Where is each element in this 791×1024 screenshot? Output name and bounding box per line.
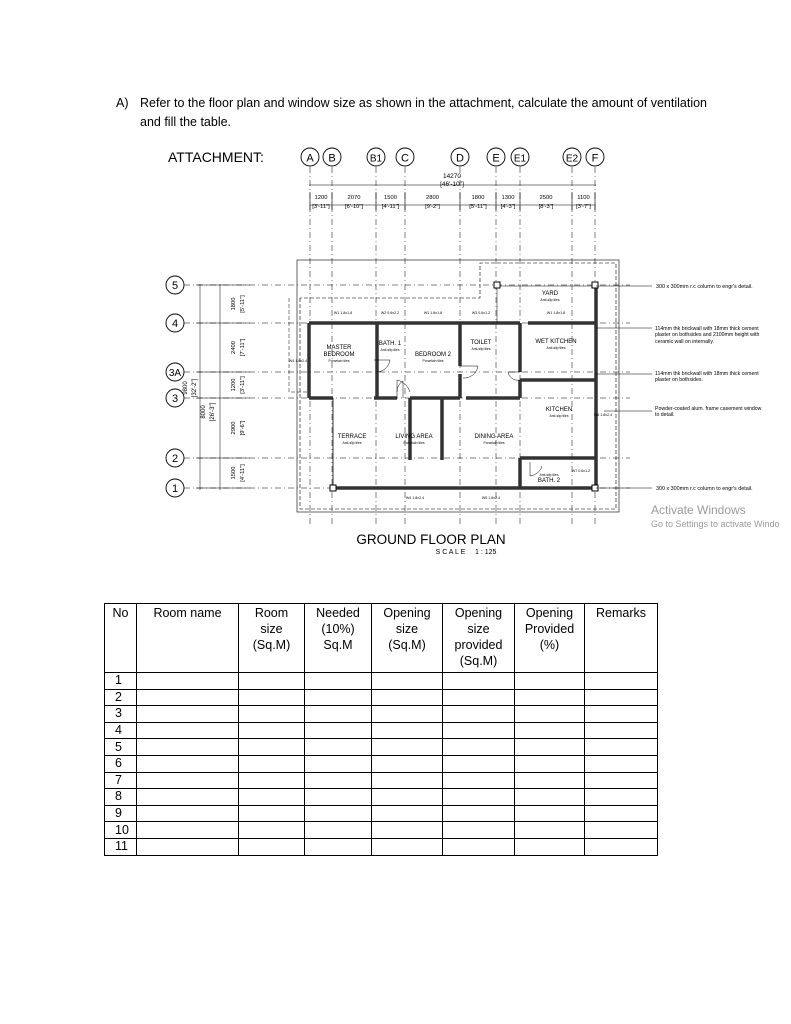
table-cell[interactable] — [372, 706, 443, 723]
table-header-text: Opening — [383, 606, 431, 620]
table-header-cell — [443, 604, 515, 673]
row-number: 8 — [105, 789, 137, 806]
table-cell[interactable] — [585, 789, 658, 806]
plan-scale: S C A L E 1 : 125 — [435, 549, 497, 556]
row-number: 6 — [105, 755, 137, 772]
grid-column-bubble — [511, 148, 529, 166]
watermark-line-1: Activate Windows — [651, 503, 746, 517]
grid-column-bubbles — [301, 148, 604, 166]
table-cell[interactable] — [585, 838, 658, 855]
grid-column-bubble — [586, 148, 604, 166]
table-cell[interactable] — [305, 706, 372, 723]
grid-row-bubble — [166, 389, 184, 407]
table-cell[interactable] — [305, 838, 372, 855]
table-cell[interactable] — [239, 822, 305, 839]
room-name: KITCHEN — [545, 407, 573, 413]
table-cell[interactable] — [443, 822, 515, 839]
table-cell[interactable] — [305, 722, 372, 739]
column-dimension-mm: 1200 — [314, 195, 328, 201]
room-name: BEDROOM 2 — [414, 352, 452, 358]
table-header-text: Provided — [524, 622, 575, 636]
table-cell[interactable] — [443, 838, 515, 855]
roof-overhang — [289, 298, 309, 392]
table-header-text: provided — [454, 638, 503, 652]
table-cell[interactable] — [443, 789, 515, 806]
column-dimension-mm: 2800 — [426, 195, 439, 201]
table-header-cell — [137, 604, 239, 673]
row-dimension-ft: [9'-6"] — [240, 420, 246, 436]
table-header-text: (%) — [539, 638, 560, 652]
ventilation-table — [104, 603, 658, 856]
grid-column-label: A — [306, 152, 314, 165]
room-labels — [323, 291, 576, 484]
table-cell[interactable] — [443, 706, 515, 723]
grid-row-bubble — [166, 314, 184, 332]
table-header-text: Remarks — [595, 606, 646, 620]
grid-column-label: F — [591, 152, 599, 165]
table-header-text: No — [112, 606, 129, 620]
note: 300 x 300mm r.c column to engr's detail. — [656, 486, 753, 492]
table-header-cell — [105, 604, 137, 673]
table-row — [105, 706, 658, 723]
grid-column-label: C — [401, 152, 409, 165]
note: 300 x 300mm r.c column to engr's detail. — [656, 284, 753, 290]
row-dimension-ft: [7'-11"] — [240, 338, 246, 357]
question-text: Refer to the floor plan and window size as shown in the attachment, calculate the amount of ventilation and fill the table. — [140, 96, 707, 129]
table-cell[interactable] — [372, 789, 443, 806]
grid-row-label: 3A — [168, 368, 182, 379]
column-dimension-mm: 1100 — [577, 195, 590, 201]
table-row — [105, 838, 658, 855]
grid-row-bubble — [166, 449, 184, 467]
row-dimension-mm: 1500 — [231, 466, 237, 480]
grid-column-bubble — [487, 148, 505, 166]
watermark-line-2: Go to Settings to activate Windo — [651, 519, 780, 529]
table-cell[interactable] — [372, 673, 443, 690]
attachment-label: ATTACHMENT: — [168, 149, 264, 165]
room-name: YARD — [541, 291, 559, 297]
grid-column-bubble — [323, 148, 341, 166]
grid-column-bubble — [451, 148, 469, 166]
table-cell[interactable] — [239, 755, 305, 772]
window-tag: W2 0.6x2.2 — [380, 311, 400, 315]
table-cell[interactable] — [515, 673, 585, 690]
grid-column-bubble — [396, 148, 414, 166]
room-name: LIVING AREA — [395, 434, 433, 440]
rc-column — [494, 282, 500, 288]
window-tag: W6 1.8x2.4 — [593, 413, 613, 417]
grid-column-label: B1 — [369, 153, 383, 165]
overall-height-b: [26'-3"] — [210, 402, 216, 422]
table-header-text: size — [260, 622, 283, 636]
table-cell[interactable] — [515, 689, 585, 706]
table-cell[interactable] — [137, 722, 239, 739]
table-cell[interactable] — [443, 805, 515, 822]
room-name: MASTER — [326, 345, 352, 351]
window-tag: W1 1.8x1.8 — [333, 311, 353, 315]
table-cell[interactable] — [239, 689, 305, 706]
table-header-cell — [585, 604, 658, 673]
table-cell[interactable] — [305, 805, 372, 822]
table-cell[interactable] — [372, 755, 443, 772]
row-number: 4 — [105, 722, 137, 739]
row-number: 11 — [105, 838, 137, 855]
row-dimension-ft: [3'-11"] — [240, 376, 246, 394]
table-header-text: (10%) — [321, 622, 355, 636]
table-cell[interactable] — [137, 772, 239, 789]
room-finish: Anti-slip tiles — [546, 346, 566, 350]
table-row — [105, 822, 658, 839]
door-swings — [374, 360, 542, 476]
table-header-text: Opening — [525, 606, 574, 620]
row-number: 1 — [105, 673, 137, 690]
table-cell[interactable] — [137, 706, 239, 723]
table-cell[interactable] — [137, 789, 239, 806]
grid-row-bubbles — [166, 276, 184, 497]
table-cell[interactable] — [515, 739, 585, 756]
table-cell[interactable] — [239, 739, 305, 756]
table-header-text: Sq.M — [323, 638, 353, 652]
row-number: 9 — [105, 805, 137, 822]
column-dimension-ft: [4'-11"] — [381, 204, 400, 210]
room-finish: Anti-slip tiles — [539, 473, 559, 477]
table-header-text: Room name — [153, 606, 222, 620]
table-cell[interactable] — [372, 739, 443, 756]
table-cell[interactable] — [305, 755, 372, 772]
rc-column — [330, 485, 336, 491]
table-row — [105, 805, 658, 822]
grid-column-label: E — [492, 152, 500, 165]
overall-height-d: [32'-2"] — [192, 378, 198, 398]
column-dimension-mm: 2070 — [347, 195, 361, 201]
row-number: 2 — [105, 689, 137, 706]
table-cell[interactable] — [305, 822, 372, 839]
table-cell[interactable] — [137, 689, 239, 706]
table-cell[interactable] — [137, 673, 239, 690]
column-dimension-mm: 2500 — [539, 195, 553, 201]
table-cell[interactable] — [239, 789, 305, 806]
column-dimension-mm: 1500 — [384, 195, 397, 201]
notes — [593, 284, 775, 492]
grid-column-label: E1 — [513, 153, 527, 165]
table-header-text: Needed — [316, 606, 360, 620]
column-dimension-ft: [3'-11"] — [312, 204, 330, 210]
room-finish: Porcelain tiles — [483, 441, 505, 445]
grid-row-label: 4 — [171, 318, 179, 330]
window-tag: W1 1.8x1.8 — [546, 311, 566, 315]
table-cell[interactable] — [372, 689, 443, 706]
table-cell[interactable] — [372, 838, 443, 855]
grid-row-bubble — [166, 363, 184, 381]
row-number: 3 — [105, 706, 137, 723]
activate-windows-watermark — [651, 503, 780, 529]
note: 114mm thk brickwall with 18mm thick cement plaster on bothsides. — [655, 371, 759, 384]
table-row — [105, 689, 658, 706]
column-dimension-ft: [5'-11"] — [469, 204, 487, 210]
window-tag: W4 1.8x2.4 — [288, 359, 308, 363]
table-cell[interactable] — [585, 822, 658, 839]
table-header-text: (Sq.M) — [252, 638, 291, 652]
room-name: BEDROOM — [323, 352, 355, 358]
row-number: 5 — [105, 739, 137, 756]
table-body — [105, 673, 658, 856]
table-cell[interactable] — [585, 722, 658, 739]
table-header-cell — [305, 604, 372, 673]
table-cell[interactable] — [443, 722, 515, 739]
room-name: BATH. 2 — [537, 478, 561, 484]
grid-column-label: E2 — [565, 153, 579, 165]
table-cell[interactable] — [515, 722, 585, 739]
grid-column-bubble — [563, 148, 581, 166]
room-name: BATH. 1 — [378, 341, 402, 347]
table-cell[interactable] — [239, 838, 305, 855]
table-row — [105, 673, 658, 690]
grid-column-bubble — [367, 148, 385, 166]
table-cell[interactable] — [443, 739, 515, 756]
table-cell[interactable] — [239, 722, 305, 739]
table-cell[interactable] — [239, 772, 305, 789]
table-cell[interactable] — [372, 805, 443, 822]
grid-row-label: 2 — [171, 453, 179, 465]
room-name: TOILET — [470, 340, 492, 346]
row-number: 10 — [105, 822, 137, 839]
table-cell[interactable] — [137, 838, 239, 855]
table-header-row — [105, 604, 658, 673]
table-cell[interactable] — [305, 789, 372, 806]
table-header-cell — [239, 604, 305, 673]
grid-column-label: D — [456, 152, 464, 165]
window-tag: W3 0.6x1.2 — [471, 311, 491, 315]
row-dimension-mm: 1200 — [231, 378, 237, 392]
column-dimension-ft: [3'-7"] — [576, 204, 591, 210]
table-cell[interactable] — [515, 805, 585, 822]
table-cell[interactable] — [515, 772, 585, 789]
grid-row-label: 3 — [171, 393, 179, 405]
note: 114mm thk brickwall with 18mm thick cement plaster on bothsides and 2100mm height with ceramic wall on internally. — [655, 326, 760, 345]
column-dimensions — [310, 192, 595, 210]
table-row — [105, 789, 658, 806]
grid-row-label: 1 — [171, 483, 179, 495]
room-name: WET KITCHEN — [535, 339, 577, 345]
table-cell[interactable] — [585, 772, 658, 789]
row-number: 7 — [105, 772, 137, 789]
table-cell[interactable] — [585, 689, 658, 706]
table-cell[interactable] — [239, 706, 305, 723]
table-header-text: size — [395, 622, 419, 636]
table-cell[interactable] — [372, 772, 443, 789]
table-cell[interactable] — [137, 805, 239, 822]
table-cell[interactable] — [305, 673, 372, 690]
table-header-text: Room — [254, 606, 289, 620]
table-cell[interactable] — [515, 789, 585, 806]
room-finish: Porcelain tiles — [328, 359, 350, 363]
grid-column-bubble — [301, 148, 319, 166]
grid-row-bubble — [166, 276, 184, 294]
column-dimension-mm: 1300 — [501, 195, 515, 201]
table-cell[interactable] — [239, 805, 305, 822]
window-tag: W5 1.8x2.4 — [481, 496, 501, 500]
note: Powder-coated alum. frame casement window to detail. — [655, 406, 762, 419]
table-header-text: (Sq.M) — [388, 638, 426, 652]
total-dimension: 14270 — [442, 173, 462, 180]
table-row — [105, 739, 658, 756]
room-finish: Anti-slip tiles — [342, 441, 362, 445]
table-cell[interactable] — [585, 805, 658, 822]
table-cell[interactable] — [585, 706, 658, 723]
column-dimension-ft: [6'-10"] — [345, 204, 363, 210]
table-cell[interactable] — [305, 772, 372, 789]
row-dimension-ft: [5'-11"] — [240, 295, 246, 313]
table-header-text: size — [467, 622, 490, 636]
table-row — [105, 722, 658, 739]
overall-height-c: 9800 — [183, 381, 189, 395]
table-cell[interactable] — [137, 755, 239, 772]
table-header-text: (Sq.M) — [459, 654, 498, 668]
grid-column-label: B — [328, 152, 336, 165]
rc-column — [592, 282, 598, 288]
row-dimension-mm: 2400 — [231, 341, 237, 354]
table-row — [105, 772, 658, 789]
room-name: DINING AREA — [474, 434, 514, 440]
table-cell[interactable] — [239, 673, 305, 690]
room-name: TERRACE — [337, 434, 367, 440]
column-dimension-mm: 1800 — [471, 195, 485, 201]
table-cell[interactable] — [515, 838, 585, 855]
overall-height-a: 8000 — [201, 405, 207, 419]
table-header-text: Opening — [454, 606, 503, 620]
table-row — [105, 755, 658, 772]
window-tag: W7 0.6x1.2 — [571, 469, 591, 473]
row-dimension-mm: 2900 — [231, 421, 237, 435]
table-cell[interactable] — [515, 706, 585, 723]
table-cell[interactable] — [372, 822, 443, 839]
table-cell[interactable] — [305, 739, 372, 756]
room-finish: Porcelain tiles — [403, 441, 425, 445]
column-dimension-ft: [9'-2"] — [425, 204, 440, 210]
row-dimension-mm: 1800 — [231, 297, 237, 311]
column-dimension-ft: [4'-3"] — [500, 204, 516, 210]
room-finish: Anti-slip tiles — [540, 298, 560, 302]
total-dimension-imperial: [46'-10"] — [440, 181, 464, 188]
table-header-cell — [372, 604, 443, 673]
question-number: A) — [116, 96, 129, 110]
grid-row-label: 5 — [171, 280, 179, 292]
table-header-cell — [515, 604, 585, 673]
grid-row-bubble — [166, 479, 184, 497]
room-finish: Porcelain tiles — [422, 359, 444, 363]
table-cell[interactable] — [585, 755, 658, 772]
window-tag: W4 1.8x2.4 — [405, 496, 425, 500]
table-cell[interactable] — [372, 722, 443, 739]
room-finish: Anti-slip tiles — [471, 347, 491, 351]
table-cell[interactable] — [443, 689, 515, 706]
room-finish: Anti-slip tiles — [549, 414, 569, 418]
table-cell[interactable] — [137, 822, 239, 839]
roof-line — [300, 263, 616, 509]
plan-title: GROUND FLOOR PLAN — [356, 532, 506, 547]
room-finish: Anti-slip tiles — [380, 348, 400, 352]
table-cell[interactable] — [137, 739, 239, 756]
table-cell[interactable] — [443, 755, 515, 772]
table-cell[interactable] — [585, 673, 658, 690]
table-cell[interactable] — [585, 739, 658, 756]
table-cell[interactable] — [305, 689, 372, 706]
row-dimensions — [196, 285, 250, 488]
table-cell[interactable] — [443, 673, 515, 690]
row-dimension-ft: [4'-11"] — [240, 464, 246, 482]
table-cell[interactable] — [443, 772, 515, 789]
column-dimension-ft: [8'-3"] — [538, 204, 554, 210]
table-cell[interactable] — [515, 755, 585, 772]
window-tag: W1 1.8x1.8 — [423, 311, 443, 315]
table-cell[interactable] — [515, 822, 585, 839]
